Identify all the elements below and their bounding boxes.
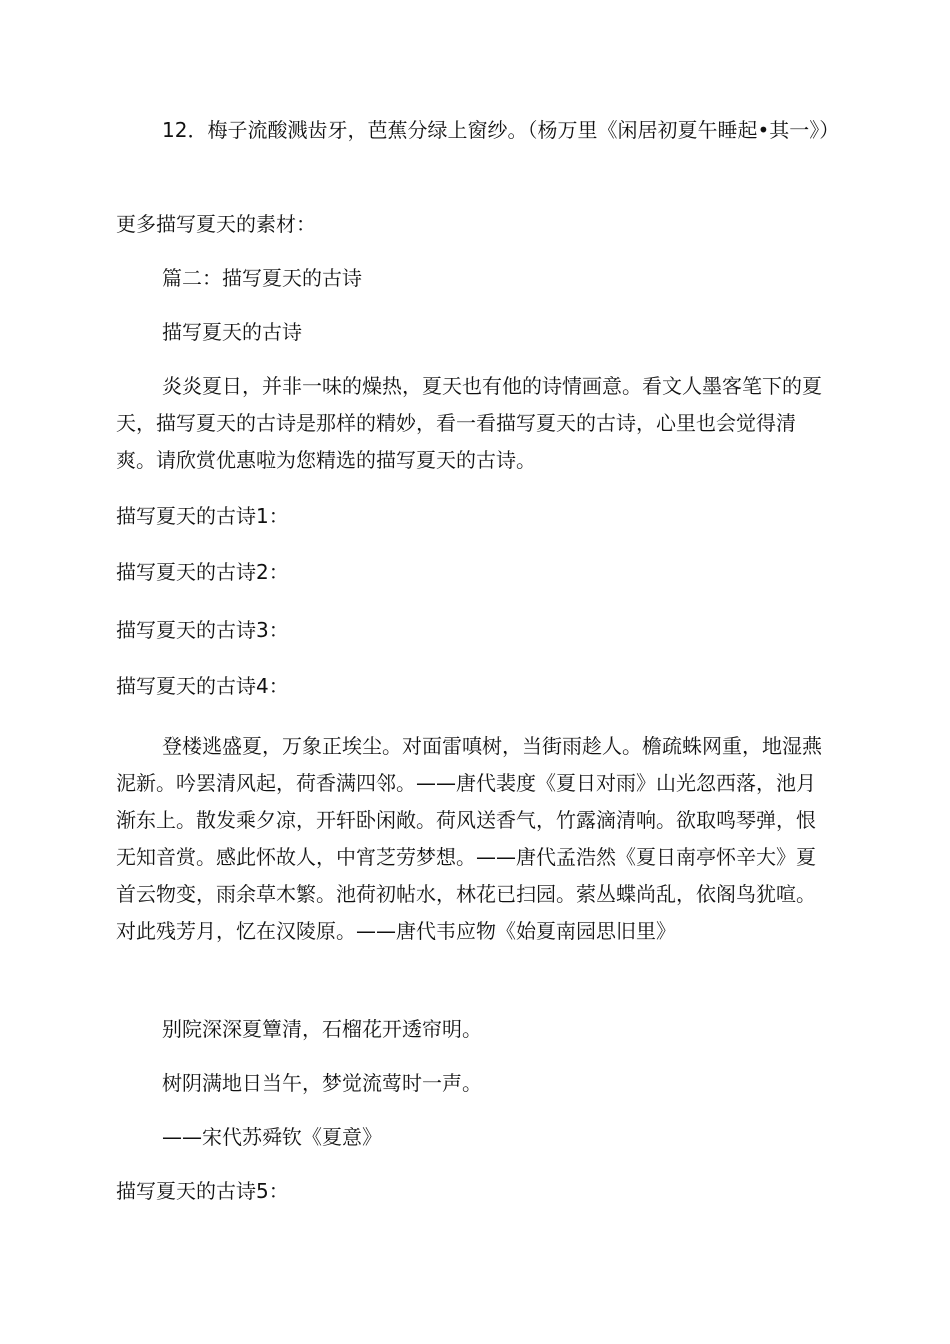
poem-heading-5: 描写夏天的古诗5： — [116, 1179, 289, 1203]
poem-heading-4: 描写夏天的古诗4： — [116, 674, 289, 698]
poem-heading-1: 描写夏天的古诗1： — [116, 504, 289, 528]
section-two-heading: 篇二：描写夏天的古诗 — [162, 266, 362, 290]
poems-paragraph: 登楼逃盛夏，万象正埃尘。对面雷嗔树，当街雨趁人。檐疏蛛网重，地湿燕泥新。吟罢清风起，荷香满四邻。——唐代裴度《夏日对雨》山光忽西落，池月渐东上。散发乘夕凉，开轩卧闲敞。荷风送香气，竹露滴清响。欲取鸣琴弹，恨无知音赏。感此怀故人，中宵芝劳梦想。——唐代孟浩然《夏日南亭怀辛大》夏首云物变，雨余草木繁。池荷初帖水，林花已扫园。萦丛蝶尚乱，依阁鸟犹喧。对此残芳月，忆在汉陵原。——唐代韦应物《始夏南园思旧里》 — [116, 734, 822, 943]
more-material-heading: 更多描写夏天的素材： — [116, 212, 316, 236]
intro-paragraph: 炎炎夏日，并非一味的燥热，夏天也有他的诗情画意。看文人墨客笔下的夏天，描写夏天的古诗是那样的精妙，看一看描写夏天的古诗，心里也会觉得清爽。请欣赏优惠啦为您精选的描写夏天的古诗。 — [116, 374, 822, 472]
poem-heading-2: 描写夏天的古诗2： — [116, 560, 289, 584]
poem-line-12: 12．梅子流酸溅齿牙，芭蕉分绿上窗纱。（杨万里《闲居初夏午睡起•其一》） — [162, 118, 840, 142]
section-title: 描写夏天的古诗 — [162, 320, 302, 344]
poem-xiayi-line-2: 树阴满地日当午，梦觉流莺时一声。 — [162, 1071, 482, 1095]
poem-xiayi-attribution: ——宋代苏舜钦《夏意》 — [162, 1125, 382, 1149]
poem-heading-3: 描写夏天的古诗3： — [116, 618, 289, 642]
poem-xiayi-line-1: 别院深深夏簟清，石榴花开透帘明。 — [162, 1017, 482, 1041]
